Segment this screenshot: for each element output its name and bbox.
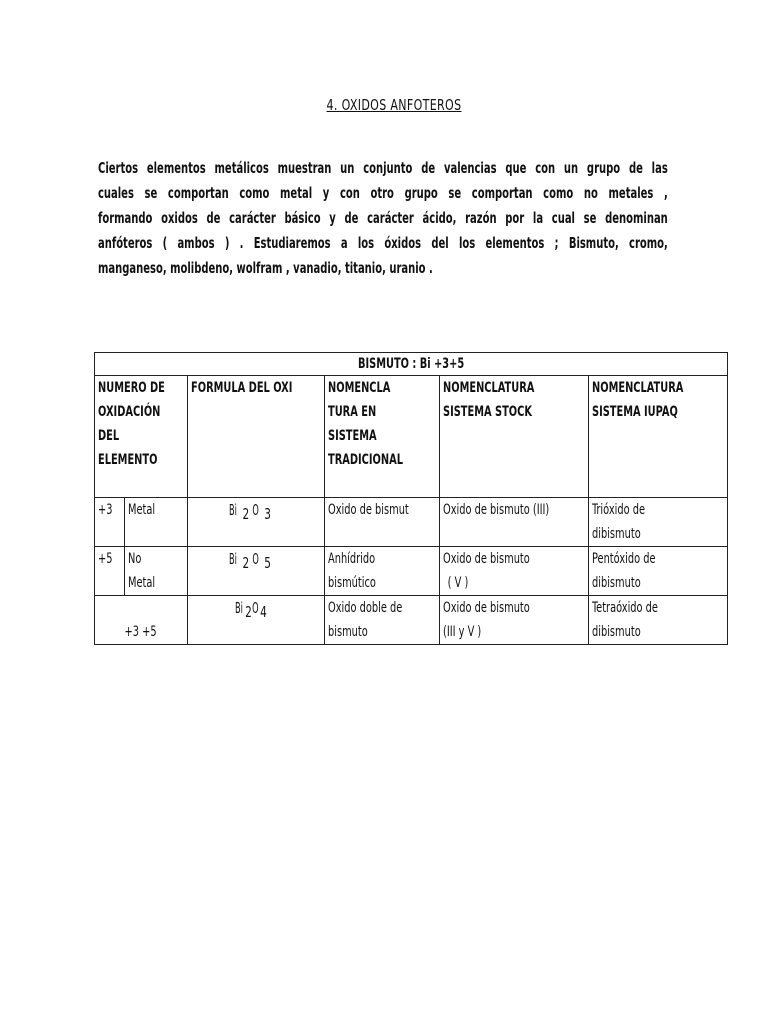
stock-cell: Oxido de bismuto ( V ) <box>439 547 589 596</box>
header-iupaq: NOMENCLATURA SISTEMA IUPAQ <box>589 376 728 498</box>
tradicional-cell: Anhídrido bismútico <box>324 547 439 596</box>
bismuto-table <box>94 352 728 645</box>
paragraph-line: manganeso, molibdeno, wolfram , vanadio, titanio, uranio . <box>98 259 433 277</box>
tipo-cell: Metal <box>125 498 188 547</box>
stock-cell: Oxido de bismuto (III y V ) <box>439 596 589 645</box>
tradicional-cell: Oxido doble de bismuto <box>324 596 439 645</box>
intro-paragraph <box>98 156 738 281</box>
header-stock: NOMENCLATURA SISTEMA STOCK <box>439 376 589 498</box>
paragraph-line: anfóteros ( ambos ) . Estudiaremos a los óxidos del los elementos ; Bismuto, cromo, <box>98 234 668 252</box>
valencia-cell: +5 <box>95 547 125 596</box>
formula-cell: Bi $_2$ O $_5$ <box>187 547 324 596</box>
table-header-row <box>95 376 728 498</box>
iupaq-cell: Trióxido de dibismuto <box>589 498 728 547</box>
header-numero-oxidacion: NUMERO DE OXIDACIÓN DEL ELEMENTO <box>95 376 188 498</box>
table-row <box>95 547 728 596</box>
valencia-cell: +3 +5 <box>95 596 188 645</box>
formula-cell: Bi $_2$O $_4$ <box>187 596 324 645</box>
header-tradicional: NOMENCLA TURA EN SISTEMA TRADICIONAL <box>324 376 439 498</box>
iupaq-cell: Pentóxido de dibismuto <box>589 547 728 596</box>
table-caption: BISMUTO : Bi +3+5 <box>95 353 728 376</box>
table-caption-row <box>95 353 728 376</box>
stock-cell: Oxido de bismuto (III) <box>439 498 589 547</box>
paragraph-line: Ciertos elementos metálicos muestran un conjunto de valencias que con un grupo de las <box>98 159 668 177</box>
formula-cell: Bi $_2$ O $_3$ <box>187 498 324 547</box>
table-row <box>95 596 728 645</box>
paragraph-line: cuales se comportan como metal y con otro grupo se comportan como no metales , <box>98 184 668 202</box>
tipo-cell: No Metal <box>125 547 188 596</box>
table-row <box>95 498 728 547</box>
page-title: 4. OXIDOS ANFOTEROS <box>326 96 462 114</box>
valencia-cell: +3 <box>95 498 125 547</box>
paragraph-line: formando oxidos de carácter básico y de carácter ácido, razón por la cual se denominan <box>98 209 668 227</box>
header-formula: FORMULA DEL OXI <box>187 376 324 498</box>
iupaq-cell: Tetraóxido de dibismuto <box>589 596 728 645</box>
tradicional-cell: Oxido de bismut <box>324 498 439 547</box>
